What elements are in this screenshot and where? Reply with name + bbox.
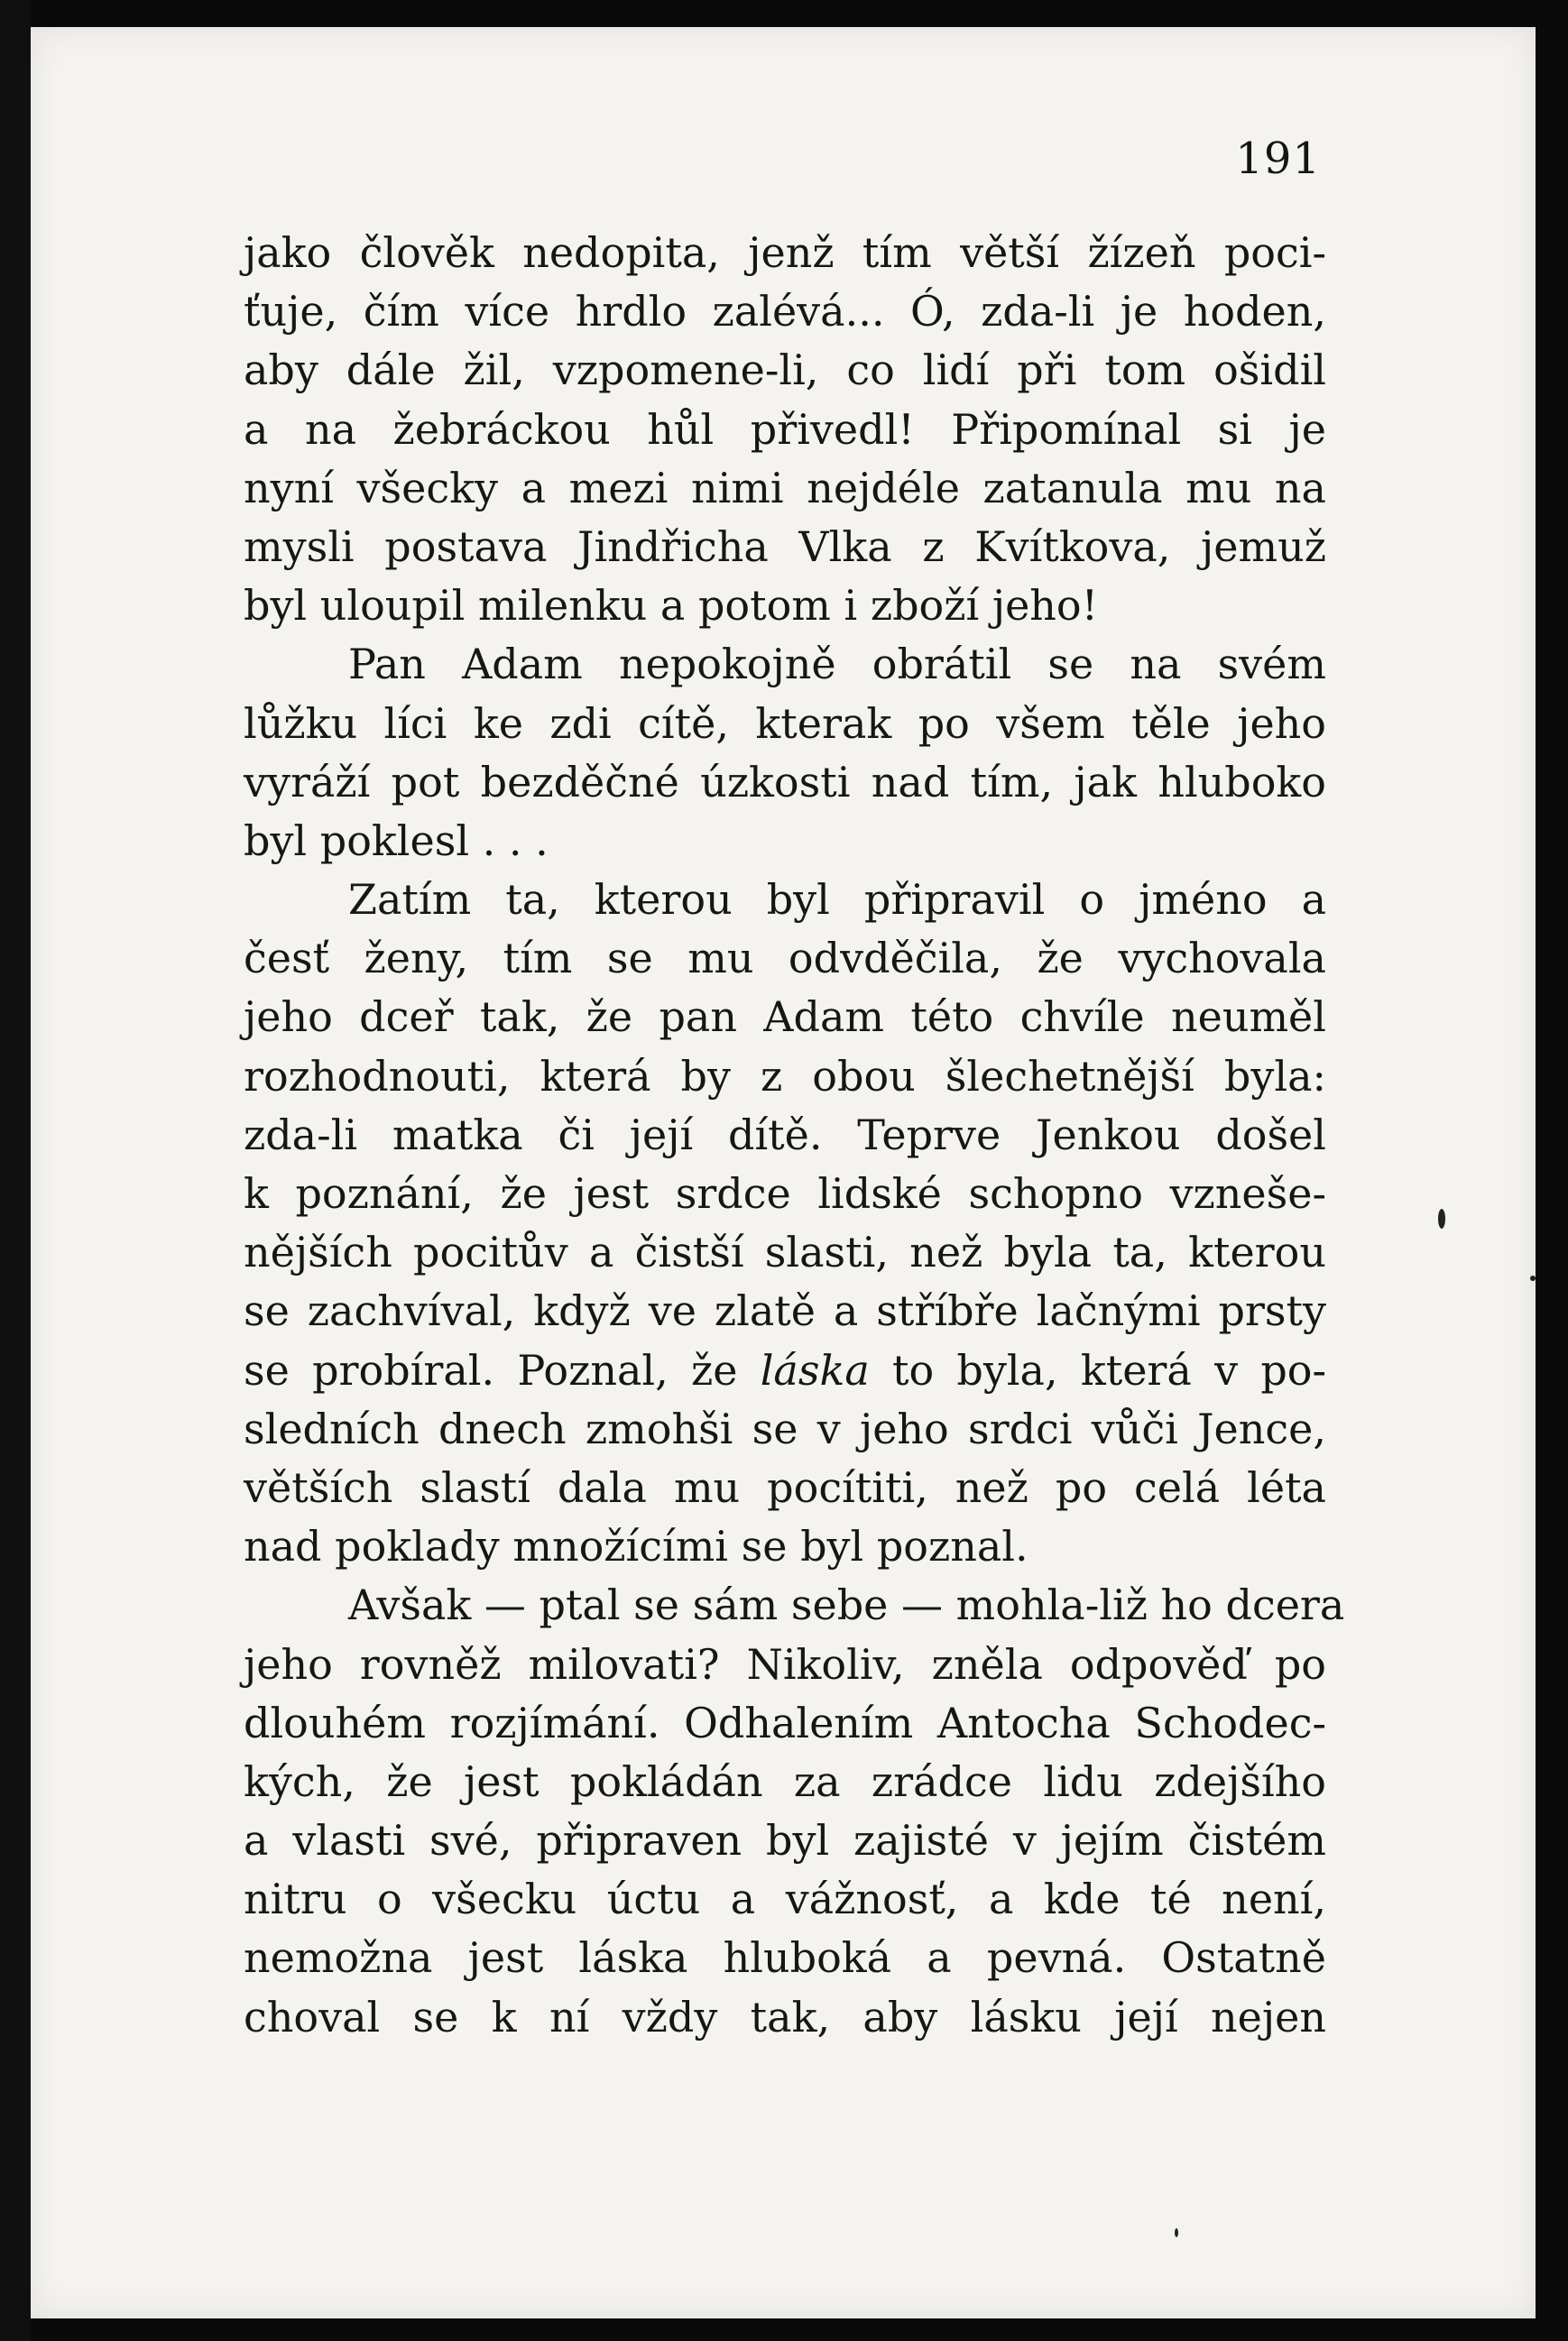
text-line: Avšak — ptal se sám sebe — mohla-liž ho dcera <box>348 1581 1345 1630</box>
text-line: česť ženy, tím se mu odvděčila, že vychovala <box>244 934 1326 983</box>
text-line: lůžku líci ke zdi cítě, kterak po všem těle jeho <box>244 698 1326 748</box>
text-line: kých, že jest pokládán za zrádce lidu zdejšího <box>244 1756 1326 1806</box>
text-line: ťuje, čím více hrdlo zalévá... Ó, zda-li je hoden, <box>244 287 1326 336</box>
scan-speck <box>1530 1276 1536 1281</box>
text-line: zda-li matka či její dítě. Teprve Jenkou došel <box>244 1110 1326 1159</box>
scan-speck <box>1175 2228 1178 2237</box>
text-line: jeho dceř tak, že pan Adam této chvíle neuměl <box>244 992 1326 1042</box>
text-line: k poznání, že jest srdce lidské schopno vznešе- <box>244 1169 1326 1218</box>
text-line: se zachvíval, když ve zlatě a stříbře lačnými prsty <box>244 1286 1326 1336</box>
text-line: nemožna jest láska hluboká a pevná. Ostatně <box>244 1933 1326 1983</box>
text-line: jako člověk nedopita, jenž tím větší žízeň poci- <box>244 228 1326 277</box>
scan-edge <box>0 0 31 2341</box>
emphasis: láska <box>760 1345 870 1395</box>
text-line: sledních dnech zmohši se v jeho srdci vůči Jence, <box>244 1404 1326 1453</box>
text-line: nad poklady množícími se byl poznal. <box>244 1522 1028 1571</box>
text-line: nyní všecky a mezi nimi nejdéle zatanula mu na <box>244 463 1326 512</box>
text-line: jeho rovněž milovati? Nikoliv, zněla odpověď po <box>244 1639 1326 1689</box>
text-line: aby dále žil, vzpomene-li, co lidí při tom ošidil <box>244 346 1326 395</box>
text-line: rozhodnouti, která by z obou šlechetnější byla: <box>244 1051 1326 1101</box>
text-line: vyráží pot bezděčné úzkosti nad tím, jak hluboko <box>244 757 1326 806</box>
text-line: byl poklesl . . . <box>244 816 549 865</box>
text-line: Pan Adam nepokojně obrátil se na svém <box>348 640 1326 689</box>
text-line: větších slastí dala mu pocítiti, než po celá léta <box>244 1462 1326 1512</box>
text-line: se probíral. Poznal, že láska to byla, která v po- <box>244 1345 1326 1395</box>
text-line: mysli postava Jindřicha Vlka z Kvítkova, jemuž <box>244 521 1326 571</box>
text-line: byl uloupil milenku a potom i zboží jeho! <box>244 581 1099 631</box>
text-line: a na žebráckou hůl přivedl! Připomínal si je <box>244 404 1326 454</box>
body-text <box>244 224 1345 2047</box>
text-line: Zatím ta, kterou byl připravil o jméno a <box>348 875 1326 925</box>
page-number: 191 <box>1235 134 1321 184</box>
text-line: nitru o všecku úctu a vážnosť, a kde té není, <box>244 1875 1326 1924</box>
text-line: a vlasti své, připraven byl zajisté v jejím čistém <box>244 1816 1326 1866</box>
scan-speck <box>1438 1209 1445 1229</box>
text-line: nějších pocitův a čistší slasti, než byla ta, kterou <box>244 1228 1326 1277</box>
book-page <box>31 27 1536 2318</box>
text-line: dlouhém rozjímání. Odhalením Antocha Schodec- <box>244 1698 1326 1747</box>
text-line: choval se k ní vždy tak, aby lásku její nejen <box>244 1992 1326 2041</box>
